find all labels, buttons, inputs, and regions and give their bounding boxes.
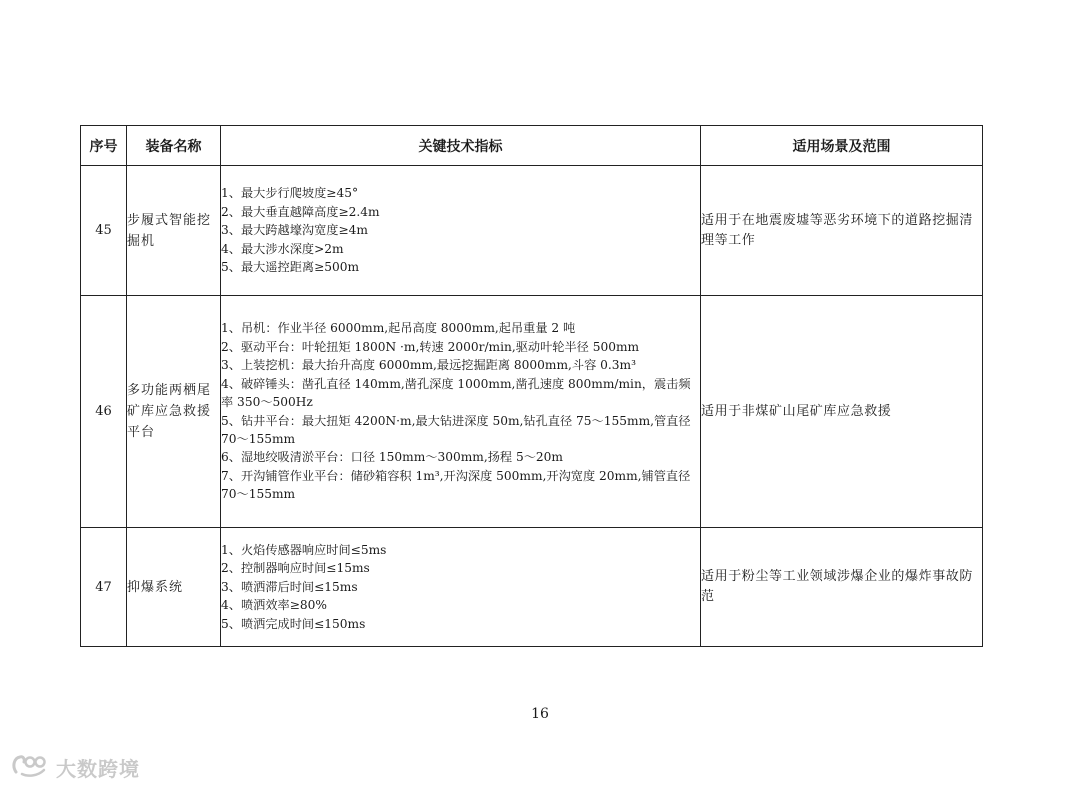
table-header-row [81, 126, 983, 166]
spec-item: 4、最大涉水深度>2m [221, 241, 344, 256]
table-row [81, 166, 983, 296]
header-equipment-name: 装备名称 [127, 126, 221, 166]
spec-item: 3、喷洒滞后时间≤15ms [221, 579, 358, 594]
spec-list [221, 528, 701, 647]
spec-item: 6、湿地绞吸清淤平台：口径 150mm～300mm,扬程 5～20m [221, 450, 563, 465]
spec-item: 3、最大跨越壕沟宽度≥4m [221, 223, 368, 238]
equipment-name: 多功能两栖尾矿库应急救援平台 [127, 296, 221, 528]
spec-item: 2、驱动平台：叶轮扭矩 1800N ·m,转速 2000r/min,驱动叶轮半径 500mm [221, 339, 640, 354]
spec-item: 7、开沟铺管作业平台：储砂箱容积 1m³,开沟深度 500mm,开沟宽度 20mm,铺管直径 70～155mm [221, 468, 691, 502]
header-scope: 适用场景及范围 [701, 126, 983, 166]
spec-item: 2、控制器响应时间≤15ms [221, 561, 370, 576]
watermark [10, 752, 140, 782]
spec-item: 3、上装挖机：最大抬升高度 6000mm,最远挖掘距离 8000mm,斗容 0.3m³ [221, 358, 636, 373]
equipment-spec-table [80, 125, 983, 647]
spec-item: 2、最大垂直越障高度≥2.4m [221, 204, 380, 219]
row-index: 46 [81, 296, 127, 528]
equipment-name: 抑爆系统 [127, 528, 221, 647]
spec-list [221, 296, 701, 528]
scope-text: 适用于在地震废墟等恶劣环境下的道路挖掘清理等工作 [701, 166, 983, 296]
row-index: 47 [81, 528, 127, 647]
table-row [81, 528, 983, 647]
spec-item: 4、破碎锤头：凿孔直径 140mm,凿孔深度 1000mm,凿孔速度 800mm/min，震击频率 350～500Hz [221, 376, 691, 410]
spec-item: 1、最大步行爬坡度≥45° [221, 186, 359, 201]
spec-list [221, 166, 701, 296]
page-number: 16 [531, 706, 549, 722]
watermark-text: 大数跨境 [56, 756, 140, 781]
spec-item: 1、吊机：作业半径 6000mm,起吊高度 8000mm,起吊重量 2 吨 [221, 321, 576, 336]
equipment-name: 步履式智能挖掘机 [127, 166, 221, 296]
spec-item: 5、最大遥控距离≥500m [221, 260, 360, 275]
spec-item: 4、喷洒效率≥80% [221, 598, 327, 613]
spec-item: 1、火焰传感器响应时间≤5ms [221, 542, 387, 557]
scope-text: 适用于粉尘等工业领域涉爆企业的爆炸事故防范 [701, 528, 983, 647]
scope-text: 适用于非煤矿山尾矿库应急救援 [701, 296, 983, 528]
spec-item: 5、喷洒完成时间≤150ms [221, 616, 366, 631]
brand-logo-icon [10, 752, 50, 783]
table-row [81, 296, 983, 528]
row-index: 45 [81, 166, 127, 296]
spec-item: 5、钻井平台：最大扭矩 4200N·m,最大钻进深度 50m,钻孔直径 75～155mm,管直径 70～155mm [221, 413, 691, 446]
header-key-specs: 关键技术指标 [221, 126, 701, 166]
header-index: 序号 [81, 126, 127, 166]
